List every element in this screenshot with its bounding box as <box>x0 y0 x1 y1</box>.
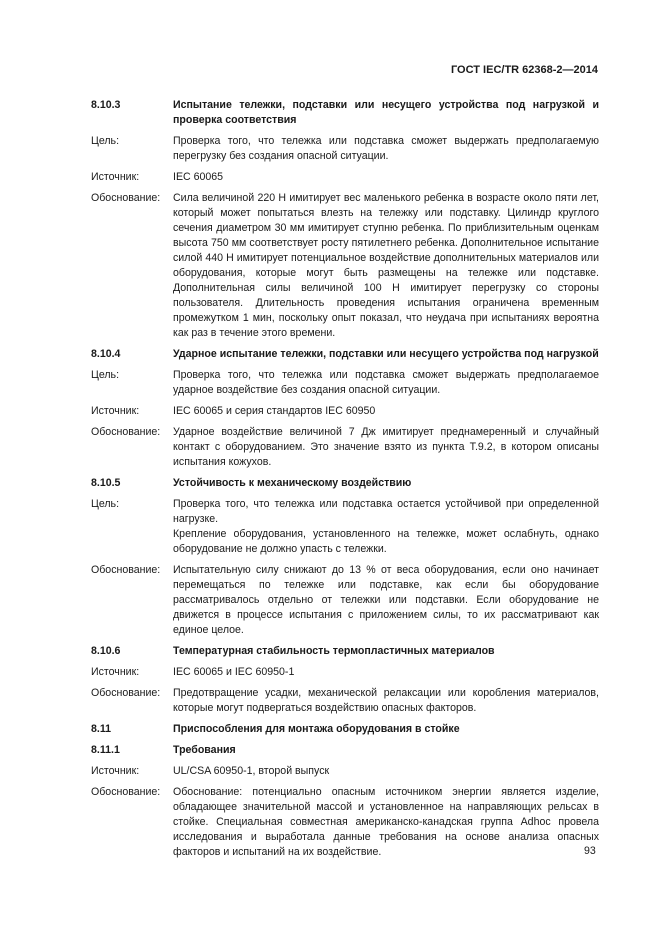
section-heading <box>91 476 599 491</box>
field-text: IEC 60065 и IEC 60950-1 <box>173 666 295 678</box>
section-number: 8.11.1 <box>91 744 120 756</box>
field-text: Обоснование: потенциально опасным источником энергии является изделие, обладающее значительной массой и установленное на направляющих рельсах в стойке. Специальная совместная американско-канадская группа Adhoc провела исследования и выработала данные требования на основе анализа опасных факторов и испытаний на их воздействие. <box>173 786 599 858</box>
field-text: Испытательную силу снижают до 13 % от веса оборудования, если оно начинает перемещаться по тележке или подставке, как если бы оборудование рассматривалось отдельно от тележки или подставки. Если оборудование не движется в процессе испытания с приложением силы, то их рассматривают как единое целое. <box>173 564 599 636</box>
section-title: Приспособления для монтажа оборудования в стойке <box>173 723 460 735</box>
field-row <box>91 170 599 185</box>
field-text: Проверка того, что тележка или подставка сможет выдержать предполагаемую перегрузку без создания опасной ситуации. <box>173 135 599 162</box>
field-row <box>91 425 599 470</box>
field-label: Цель: <box>91 498 120 510</box>
field-text: Предотвращение усадки, механической релаксации или коробления материалов, которые могут подвергаться воздействию опасных факторов. <box>173 687 599 714</box>
field-row <box>91 665 599 680</box>
field-text: IEC 60065 и серия стандартов IEC 60950 <box>173 405 376 417</box>
field-row <box>91 191 599 341</box>
field-text: IEC 60065 <box>173 171 224 183</box>
field-text: Проверка того, что тележка или подставка сможет выдержать предполагаемое ударное воздействие без создания опасной ситуации. <box>173 369 599 396</box>
field-label: Источник: <box>91 405 140 417</box>
field-text: Ударное воздействие величиной 7 Дж имитирует преднамеренный и случайный контакт с оборудованием. Это значение взято из пункта Т.9.2, в котором описаны испытания кожухов. <box>173 426 599 468</box>
section-title: Температурная стабильность термопластичных материалов <box>173 645 495 657</box>
field-label: Источник: <box>91 171 140 183</box>
section-heading <box>91 347 599 362</box>
section-title: Требования <box>173 744 236 756</box>
field-row <box>91 764 599 779</box>
section-heading <box>91 743 599 758</box>
section-number: 8.10.5 <box>91 477 121 489</box>
section-number: 8.10.4 <box>91 348 121 360</box>
field-text: Сила величиной 220 Н имитирует вес маленького ребенка в возрасте около пяти лет, который может попытаться влезть на тележку или подставку. Цилиндр круглого сечения диаметром 30 мм имитирует ступню ребенка. По приблизительным оценкам высота 750 мм соответствует росту пятилетнего ребенка. Дополнительное испытание силой 440 Н имитирует потенциальное воздействие дополнительных материалов или оборудования, которые могут быть размещены на тележке или подставке. Дополнительная силы величиной 100 Н имитирует перегрузку со стороны пользователя. Длительность проведения испытания ограничена временным промежутком 1 мин, поскольку опыт показал, что неудача при испытаниях вероятна как раз в течение этого времени. <box>173 192 599 339</box>
field-row <box>91 497 599 557</box>
field-label: Источник: <box>91 765 140 777</box>
section-number: 8.10.3 <box>91 99 121 111</box>
field-text: UL/CSA 60950-1, второй выпуск <box>173 765 330 777</box>
field-text <box>173 497 599 557</box>
standard-header: ГОСТ IEC/TR 62368-2—2014 <box>450 64 598 76</box>
field-label: Обоснование: <box>91 687 161 699</box>
page-number: 93 <box>584 845 596 857</box>
field-label: Обоснование: <box>91 786 161 798</box>
field-label: Источник: <box>91 666 140 678</box>
field-row <box>91 404 599 419</box>
field-paragraph: Крепление оборудования, установленного на тележке, может ослабнуть, однако оборудование не должно упасть с тележки. <box>173 528 599 555</box>
field-label: Обоснование: <box>91 564 161 576</box>
section-number: 8.11 <box>91 723 112 735</box>
field-label: Цель: <box>91 369 120 381</box>
section-heading <box>91 644 599 659</box>
section-title: Устойчивость к механическому воздействию <box>173 477 412 489</box>
field-row <box>91 785 599 860</box>
field-paragraph: Проверка того, что тележка или подставка остается устойчивой при определенной нагрузке. <box>173 498 599 525</box>
field-row <box>91 686 599 716</box>
section-heading <box>91 98 599 128</box>
field-row <box>91 134 599 164</box>
field-label: Цель: <box>91 135 120 147</box>
field-row <box>91 368 599 398</box>
section-title: Ударное испытание тележки, подставки или несущего устройства под нагрузкой <box>173 348 599 360</box>
field-label: Обоснование: <box>91 426 161 438</box>
field-row <box>91 563 599 638</box>
document-body <box>91 98 599 866</box>
field-label: Обоснование: <box>91 192 161 204</box>
section-number: 8.10.6 <box>91 645 121 657</box>
section-heading <box>91 722 599 737</box>
section-title: Испытание тележки, подставки или несущего устройства под нагрузкой и проверка соответствия <box>173 99 599 126</box>
